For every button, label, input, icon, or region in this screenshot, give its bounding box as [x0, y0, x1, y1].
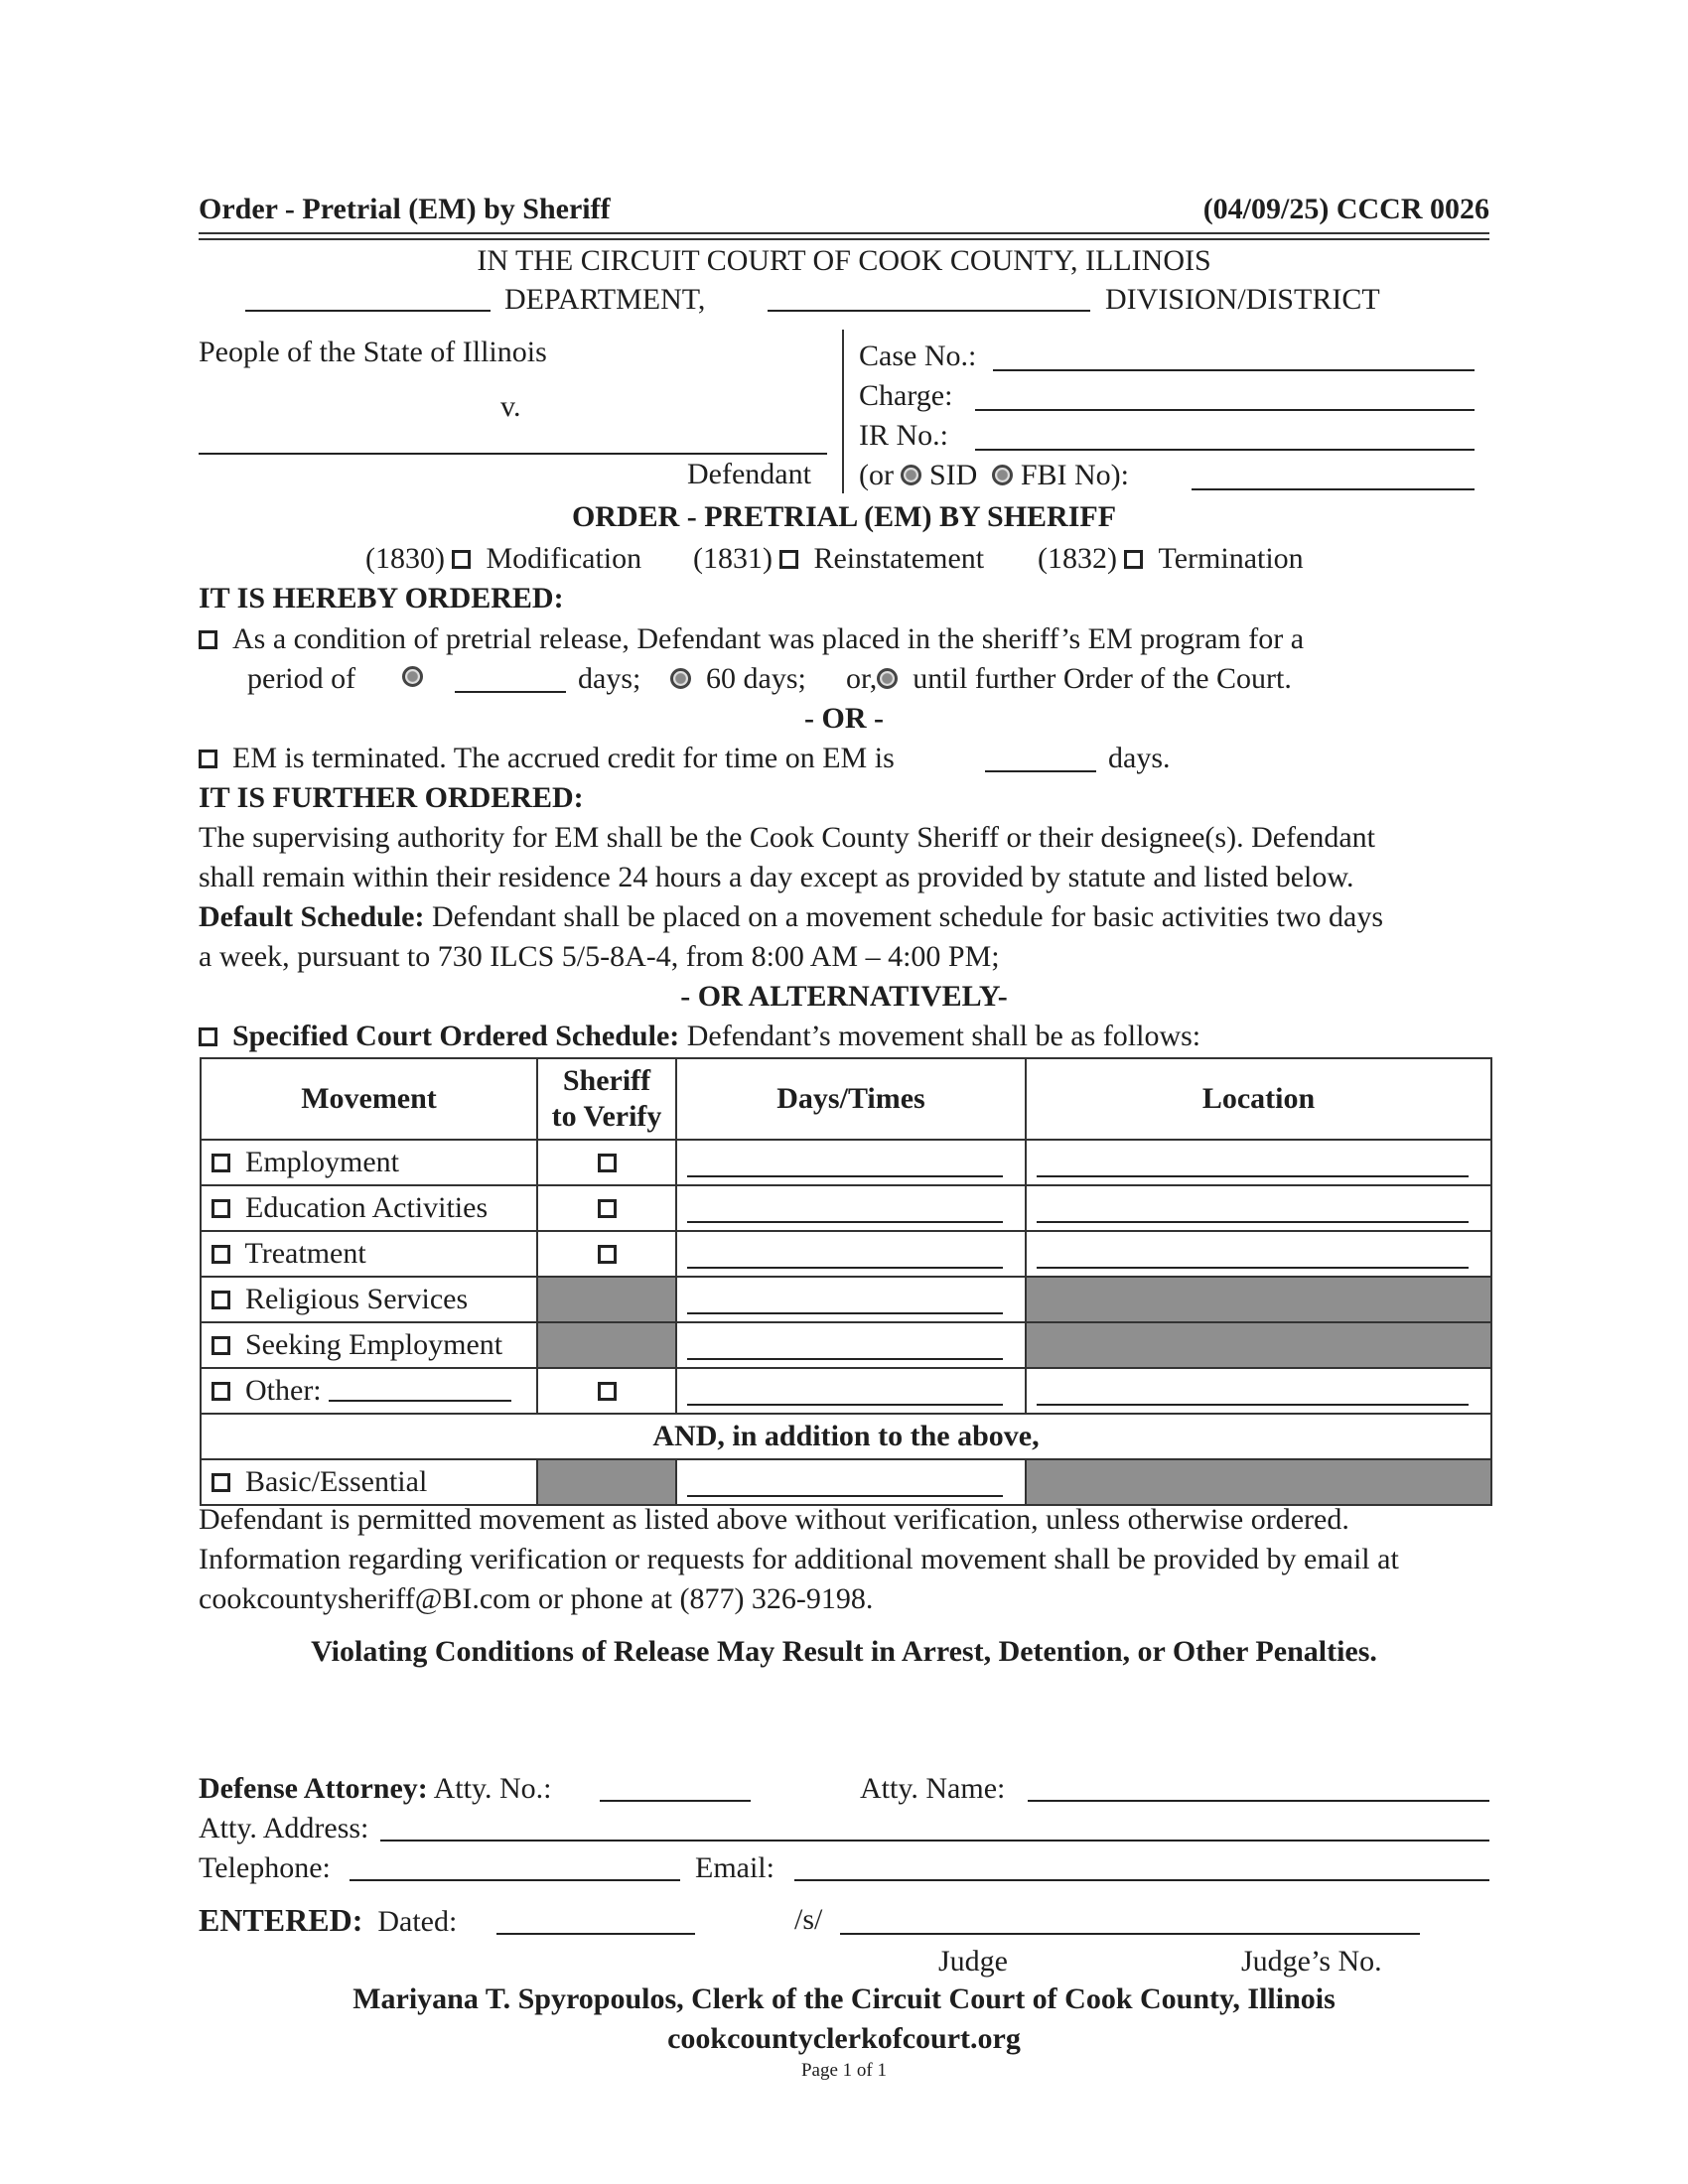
people-label: People of the State of Illinois [199, 336, 547, 368]
movement-cell [201, 1368, 537, 1414]
id-line [859, 458, 1129, 493]
days-blank[interactable] [687, 1376, 1003, 1406]
col-movement: Movement [201, 1058, 537, 1140]
sixty-days-label: 60 days; [706, 662, 806, 695]
further-ordered-heading: IT IS FURTHER ORDERED: [199, 781, 584, 814]
order-title: ORDER - PRETRIAL (EM) BY SHERIFF [571, 500, 1117, 533]
movement-table [200, 1057, 1492, 1506]
basic-essential-checkbox[interactable] [211, 1473, 230, 1492]
entered-label: ENTERED: [199, 1902, 363, 1938]
table-row [201, 1322, 1491, 1368]
col-sheriff-line-1: Sheriff [562, 1064, 651, 1097]
movement-label: Seeking Employment [245, 1328, 503, 1361]
terminated-text: EM is terminated. The accrued credit for time on EM is [232, 742, 895, 774]
days-cell[interactable] [676, 1368, 1026, 1414]
entered-line [199, 1902, 457, 1940]
location-cell[interactable] [1026, 1140, 1491, 1185]
clerk-website[interactable]: cookcountyclerkofcourt.org [667, 2022, 1021, 2055]
location-cell-shaded [1026, 1459, 1491, 1505]
custom-days-radio[interactable] [402, 666, 423, 687]
location-cell[interactable] [1026, 1368, 1491, 1414]
charge-blank[interactable] [975, 409, 1475, 411]
until-further-radio[interactable] [877, 668, 898, 689]
location-blank[interactable] [1037, 1148, 1469, 1177]
termination-checkbox[interactable] [1124, 550, 1143, 569]
movement-label: Education Activities [245, 1191, 489, 1224]
or-prefix: (or [859, 459, 894, 491]
verify-cell [537, 1140, 676, 1185]
department-label: DEPARTMENT, [504, 283, 706, 316]
reinstatement-option[interactable] [693, 541, 984, 577]
condition-line [199, 621, 1304, 657]
judge-no-label: Judge’s No. [1241, 1945, 1382, 1978]
verify-cell [537, 1231, 676, 1277]
atty-name-label: Atty. Name: [860, 1772, 1006, 1805]
notes-line-2: Information regarding verification or requests for additional movement shall be provided by email at [199, 1543, 1399, 1575]
header-rule-1 [199, 232, 1489, 234]
specified-schedule-checkbox[interactable] [199, 1027, 217, 1046]
and-row-label: AND, in addition to the above, [201, 1414, 1491, 1459]
custom-days-blank[interactable] [455, 691, 566, 693]
fbi-label: FBI No): [1020, 459, 1130, 491]
condition-checkbox[interactable] [199, 630, 217, 649]
email-blank[interactable] [794, 1879, 1489, 1881]
movement-cell [201, 1277, 537, 1322]
atty-address-blank[interactable] [380, 1840, 1489, 1842]
seeking-employment-checkbox[interactable] [211, 1336, 230, 1355]
default-schedule-line-2: a week, pursuant to 730 ILCS 5/5-8A-4, from 8:00 AM – 4:00 PM; [199, 940, 1000, 973]
page-number: Page 1 of 1 [800, 2060, 887, 2081]
ir-no-blank[interactable] [975, 449, 1475, 451]
movement-label: Religious Services [245, 1283, 469, 1315]
supervising-line-1: The supervising authority for EM shall be the Cook County Sheriff or their designee(s). Defendant [199, 821, 1376, 854]
defendant-label: Defendant [687, 458, 811, 490]
movement-cell [201, 1231, 537, 1277]
movement-label: Employment [245, 1146, 399, 1178]
education-verify-checkbox[interactable] [598, 1199, 617, 1218]
period-of-label: period of [247, 662, 356, 695]
location-blank[interactable] [1037, 1193, 1469, 1223]
sid-radio[interactable] [901, 465, 921, 485]
notes-line-3: cookcountysheriff@BI.com or phone at (877) 326-9198. [199, 1582, 874, 1615]
violation-warning: Violating Conditions of Release May Result in Arrest, Detention, or Other Penalties. [311, 1635, 1377, 1668]
religious-checkbox[interactable] [211, 1291, 230, 1309]
days-cell[interactable] [676, 1459, 1026, 1505]
atty-no-label: Atty. No.: [433, 1772, 552, 1805]
verify-cell-shaded [537, 1459, 676, 1505]
modification-code: (1830) [365, 542, 445, 575]
form-code: (04/09/25) CCCR 0026 [1202, 193, 1489, 225]
verify-cell [537, 1185, 676, 1231]
modification-checkbox[interactable] [452, 550, 471, 569]
email-label: Email: [695, 1851, 774, 1884]
table-row [201, 1231, 1491, 1277]
condition-text: As a condition of pretrial release, Defendant was placed in the sheriff’s EM program for a [232, 622, 1305, 655]
supervising-line-2: shall remain within their residence 24 hours a day except as provided by statute and listed below. [199, 861, 1354, 893]
specified-schedule-line [199, 1019, 1200, 1054]
custom-days-radio-wrap [402, 666, 423, 691]
col-location: Location [1026, 1058, 1491, 1140]
days-blank[interactable] [687, 1193, 1003, 1223]
table-row [201, 1185, 1491, 1231]
or-comma-label: or, [846, 662, 878, 695]
atty-address-label: Atty. Address: [199, 1812, 369, 1844]
reinstatement-checkbox[interactable] [779, 550, 798, 569]
specified-schedule-text: Defendant’s movement shall be as follows: [686, 1020, 1201, 1052]
days-suffix: days; [578, 662, 641, 695]
court-name: IN THE CIRCUIT COURT OF COOK COUNTY, ILLINOIS [477, 244, 1211, 277]
verify-cell-shaded [537, 1322, 676, 1368]
atty-name-blank[interactable] [1028, 1800, 1489, 1802]
ir-no-label: IR No.: [859, 419, 948, 452]
col-sheriff-line-2: to Verify [551, 1100, 662, 1133]
sixty-days-option[interactable] [670, 661, 806, 697]
movement-label: Other: [245, 1374, 322, 1407]
table-row [201, 1277, 1491, 1322]
telephone-blank[interactable] [350, 1879, 680, 1881]
table-row [201, 1368, 1491, 1414]
until-further-option[interactable] [846, 661, 1292, 697]
telephone-label: Telephone: [199, 1851, 331, 1884]
movement-cell [201, 1140, 537, 1185]
terminated-suffix: days. [1108, 742, 1171, 774]
versus-label: v. [500, 390, 521, 423]
attorney-line [199, 1771, 552, 1807]
header-rule-2 [199, 238, 1489, 240]
movement-cell [201, 1185, 537, 1231]
termination-code: (1832) [1038, 542, 1117, 575]
division-blank[interactable] [768, 310, 1090, 312]
days-cell[interactable] [676, 1231, 1026, 1277]
education-checkbox[interactable] [211, 1199, 230, 1218]
signature-prefix: /s/ [794, 1903, 823, 1936]
reinstatement-code: (1831) [693, 542, 773, 575]
judge-signature-blank[interactable] [840, 1933, 1420, 1935]
movement-label: Basic/Essential [245, 1465, 428, 1498]
hereby-ordered-heading: IT IS HEREBY ORDERED: [199, 582, 564, 614]
and-row [201, 1414, 1491, 1459]
default-schedule-label: Default Schedule: [199, 900, 425, 933]
sid-label: SID [928, 459, 978, 491]
days-blank[interactable] [687, 1148, 1003, 1177]
movement-cell [201, 1322, 537, 1368]
location-cell[interactable] [1026, 1185, 1491, 1231]
other-verify-checkbox[interactable] [598, 1382, 617, 1401]
treatment-verify-checkbox[interactable] [598, 1245, 617, 1264]
default-schedule-text: Defendant shall be placed on a movement schedule for basic activities two days [432, 900, 1384, 933]
days-blank[interactable] [687, 1467, 1003, 1497]
clerk-name: Mariyana T. Spyropoulos, Clerk of the Circuit Court of Cook County, Illinois [352, 1982, 1336, 2015]
accrued-credit-blank[interactable] [985, 770, 1096, 772]
days-blank[interactable] [687, 1239, 1003, 1269]
verify-cell [537, 1368, 676, 1414]
dated-blank[interactable] [496, 1933, 695, 1935]
dated-label: Dated: [377, 1905, 458, 1938]
treatment-checkbox[interactable] [211, 1245, 230, 1264]
table-row [201, 1459, 1491, 1505]
or-divider: - OR - [804, 702, 884, 735]
form-title: Order - Pretrial (EM) by Sheriff [199, 193, 611, 225]
location-blank[interactable] [1037, 1239, 1469, 1269]
other-checkbox[interactable] [211, 1382, 230, 1401]
terminated-line [199, 741, 895, 776]
default-schedule-line-1 [199, 899, 1383, 935]
employment-checkbox[interactable] [211, 1154, 230, 1172]
location-cell[interactable] [1026, 1231, 1491, 1277]
termination-option[interactable] [1038, 541, 1304, 577]
charge-label: Charge: [859, 379, 953, 412]
id-number-blank[interactable] [1192, 488, 1475, 490]
col-days-times: Days/Times [676, 1058, 1026, 1140]
notes-line-1: Defendant is permitted movement as listed above without verification, unless otherwise ordered. [199, 1503, 1349, 1536]
division-label: DIVISION/DISTRICT [1105, 283, 1380, 316]
judge-label: Judge [938, 1945, 1008, 1978]
until-further-label: until further Order of the Court. [913, 662, 1292, 695]
caption-divider [842, 330, 844, 493]
table-row [201, 1140, 1491, 1185]
modification-label: Modification [486, 542, 642, 575]
modification-option[interactable] [365, 541, 641, 577]
days-cell[interactable] [676, 1277, 1026, 1322]
days-cell[interactable] [676, 1140, 1026, 1185]
location-blank[interactable] [1037, 1376, 1469, 1406]
case-no-label: Case No.: [859, 340, 977, 372]
employment-verify-checkbox[interactable] [598, 1154, 617, 1172]
verify-cell-shaded [537, 1277, 676, 1322]
movement-label: Treatment [244, 1237, 366, 1270]
defendant-name-blank[interactable] [199, 453, 827, 455]
other-blank[interactable] [329, 1378, 511, 1402]
table-header-row [201, 1058, 1491, 1140]
atty-no-blank[interactable] [600, 1800, 751, 1802]
location-cell-shaded [1026, 1277, 1491, 1322]
location-cell-shaded [1026, 1322, 1491, 1368]
days-cell[interactable] [676, 1322, 1026, 1368]
sixty-days-radio[interactable] [670, 668, 691, 689]
days-blank[interactable] [687, 1285, 1003, 1314]
fbi-radio[interactable] [992, 465, 1013, 485]
days-cell[interactable] [676, 1185, 1026, 1231]
terminated-checkbox[interactable] [199, 750, 217, 768]
specified-schedule-label: Specified Court Ordered Schedule: [232, 1020, 680, 1052]
defense-attorney-label: Defense Attorney: [199, 1772, 428, 1805]
case-no-blank[interactable] [993, 369, 1475, 371]
days-blank[interactable] [687, 1330, 1003, 1360]
department-blank[interactable] [245, 310, 491, 312]
col-sheriff-verify [537, 1058, 676, 1140]
alternatively-divider: - OR ALTERNATIVELY- [680, 980, 1008, 1013]
termination-label: Termination [1158, 542, 1304, 575]
movement-cell [201, 1459, 537, 1505]
reinstatement-label: Reinstatement [813, 542, 985, 575]
